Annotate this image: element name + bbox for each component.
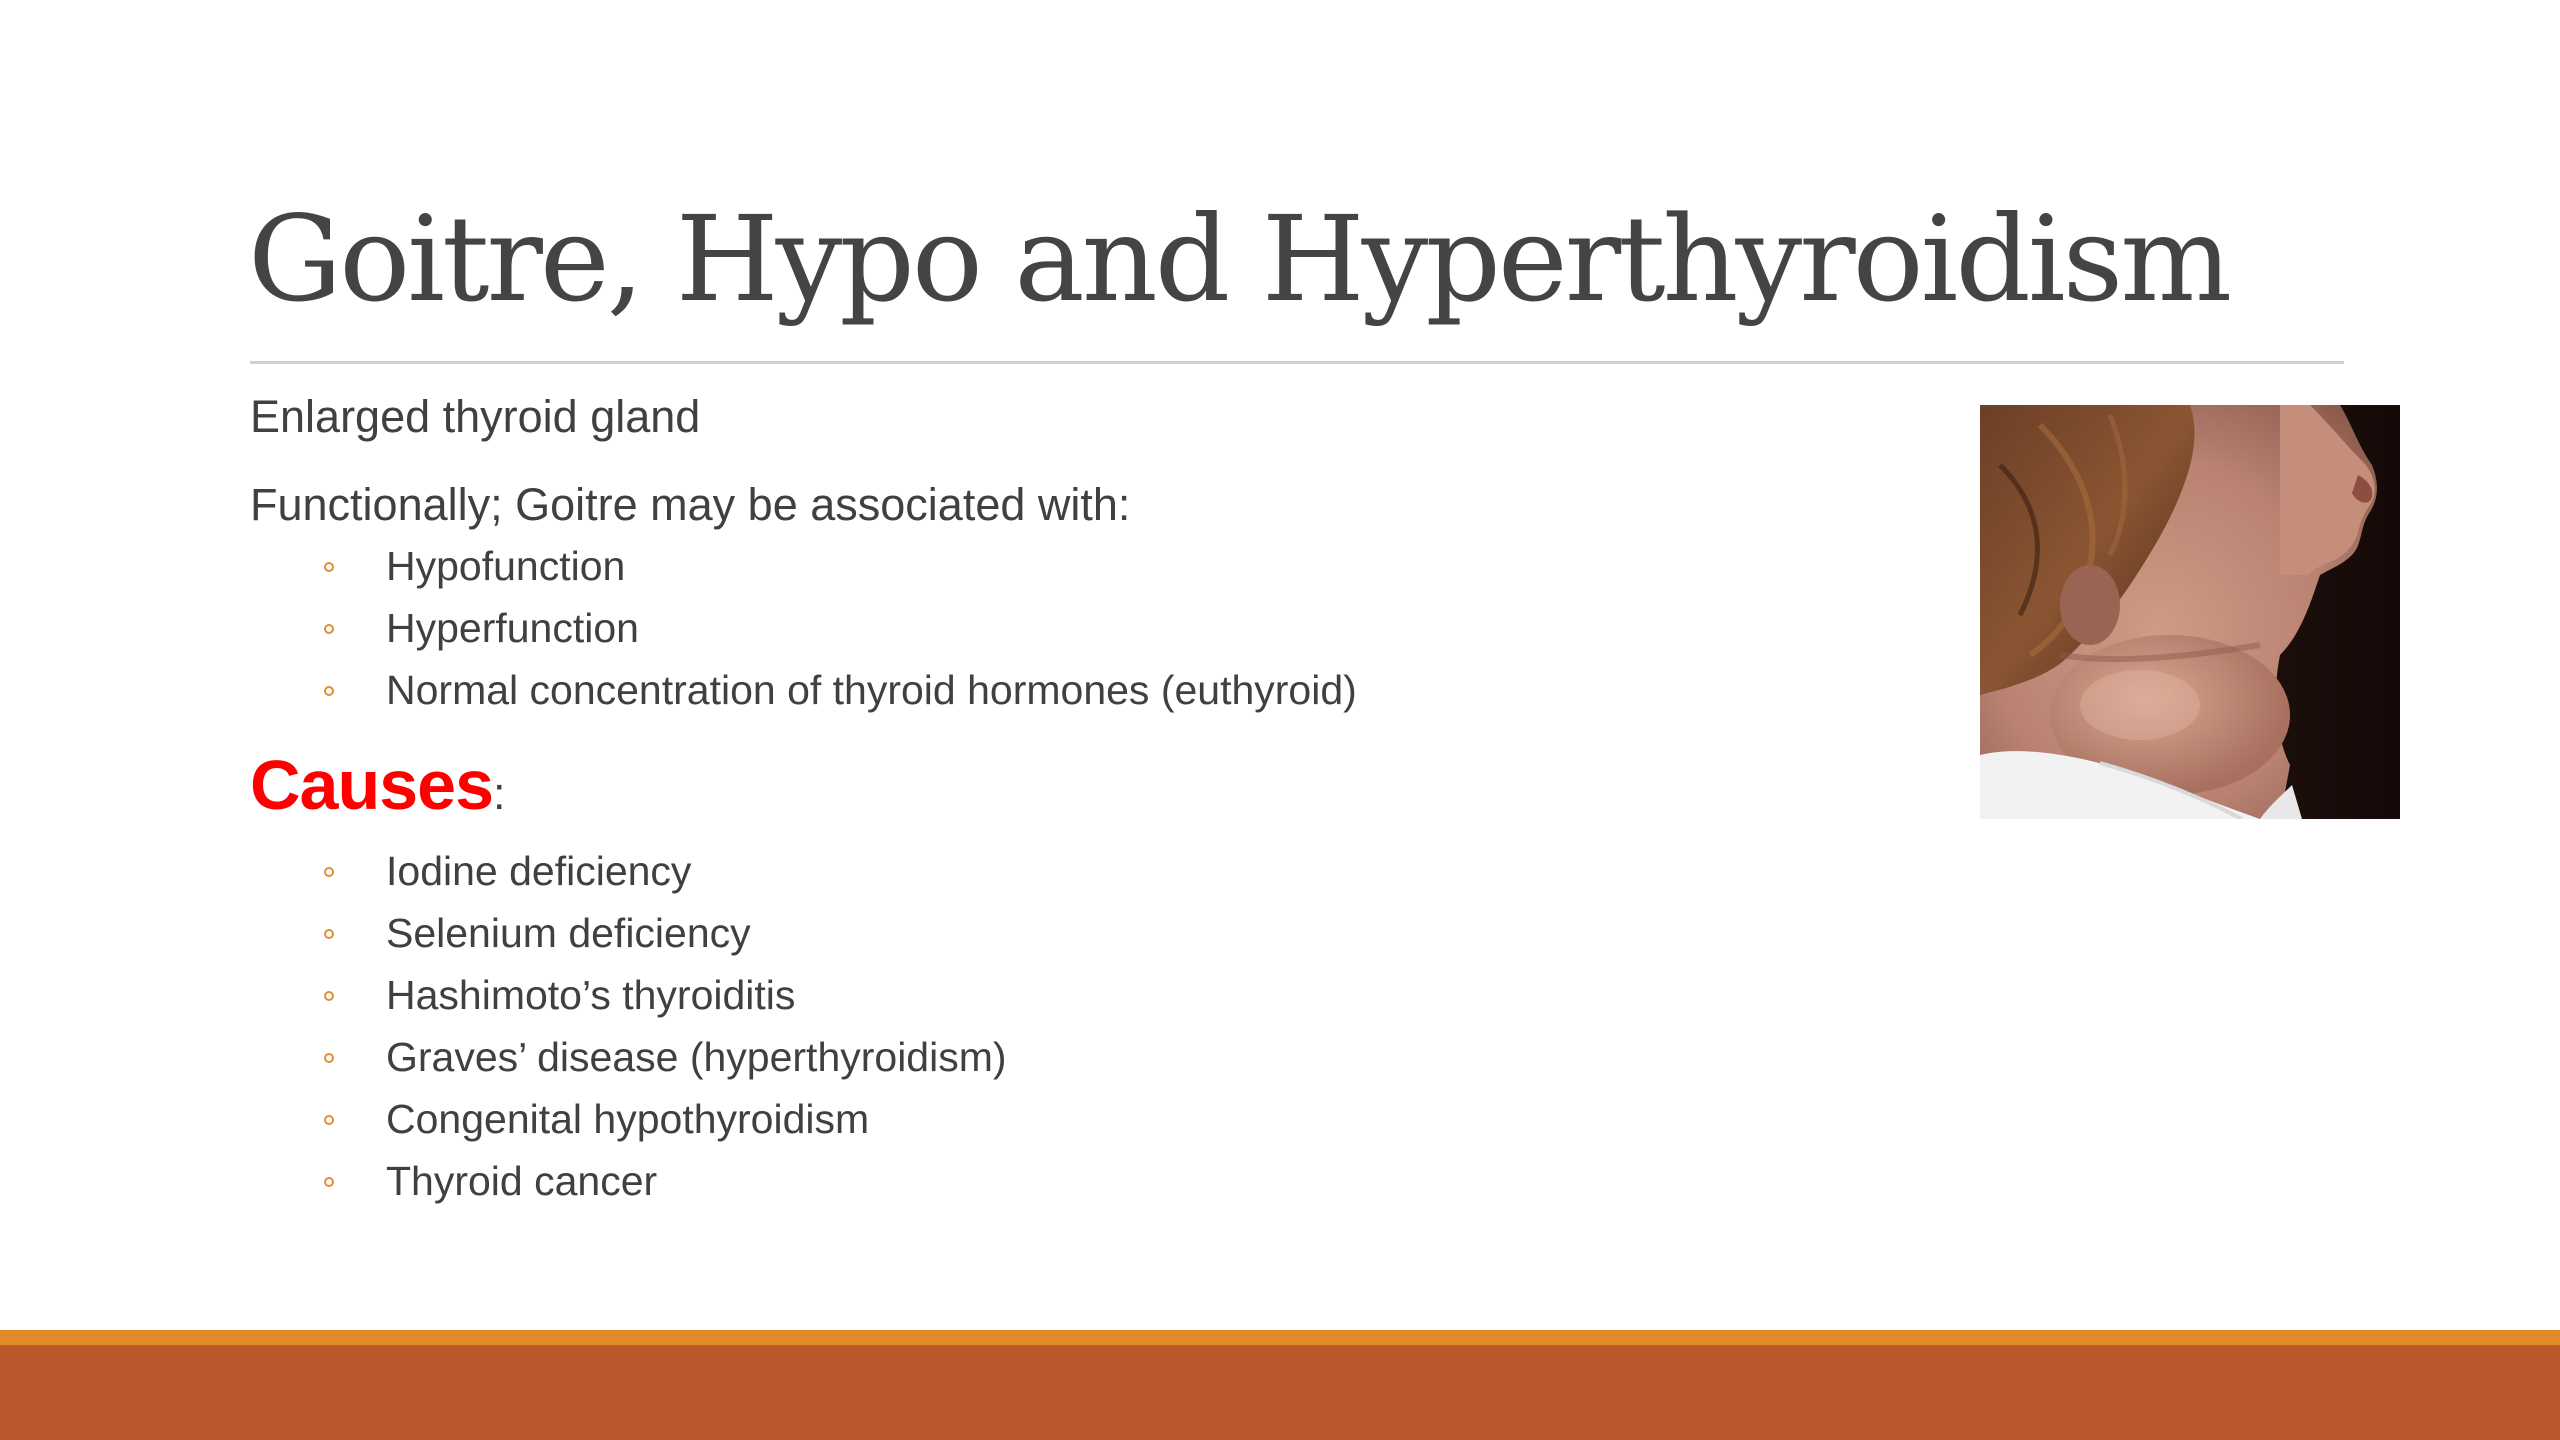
goitre-photo-illustration: [1980, 405, 2400, 819]
bullet-circle-icon: [324, 1177, 334, 1187]
list-item: [0, 972, 1400, 1025]
functional-lead-text: Functionally; Goitre may be associated with:: [250, 479, 1131, 530]
bullet-circle-icon: [324, 562, 334, 572]
list-item-text: Hypofunction: [386, 543, 626, 589]
list-item-text: Iodine deficiency: [386, 848, 692, 894]
bullet-circle-icon: [324, 991, 334, 1001]
bullet-circle-icon: [324, 624, 334, 634]
bullet-circle-icon: [324, 1053, 334, 1063]
list-item-text: Normal concentration of thyroid hormones (euthyroid): [386, 667, 1357, 713]
footer-accent-stripe: [0, 1330, 2560, 1345]
bullet-circle-icon: [324, 686, 334, 696]
list-item: [0, 848, 1400, 901]
list-item: [0, 910, 1400, 963]
list-item: [0, 605, 1400, 658]
title-divider: [250, 361, 2344, 364]
bullet-circle-icon: [324, 867, 334, 877]
list-item: [0, 667, 1400, 720]
footer-bar: [0, 1345, 2560, 1440]
causes-heading-text: Causes: [250, 746, 494, 824]
list-item-text: Thyroid cancer: [386, 1158, 658, 1204]
causes-heading: [250, 746, 506, 824]
bullet-circle-icon: [324, 929, 334, 939]
list-item: [0, 1034, 1400, 1087]
bullet-circle-icon: [324, 1115, 334, 1125]
list-item-text: Congenital hypothyroidism: [386, 1096, 870, 1142]
intro-text: Enlarged thyroid gland: [250, 391, 701, 442]
list-item: [0, 1096, 1400, 1149]
list-item-text: Hyperfunction: [386, 605, 639, 651]
list-item-text: Selenium deficiency: [386, 910, 751, 956]
causes-heading-colon: :: [493, 768, 506, 819]
list-item-text: Hashimoto’s thyroiditis: [386, 972, 796, 1018]
list-item: [0, 543, 1400, 596]
list-item-text: Graves’ disease (hyperthyroidism): [386, 1034, 1007, 1080]
list-item: [0, 1158, 1400, 1211]
goitre-neck-photo: [1980, 405, 2400, 819]
slide-title: Goitre, Hypo and Hyperthyroidism: [248, 190, 2230, 328]
